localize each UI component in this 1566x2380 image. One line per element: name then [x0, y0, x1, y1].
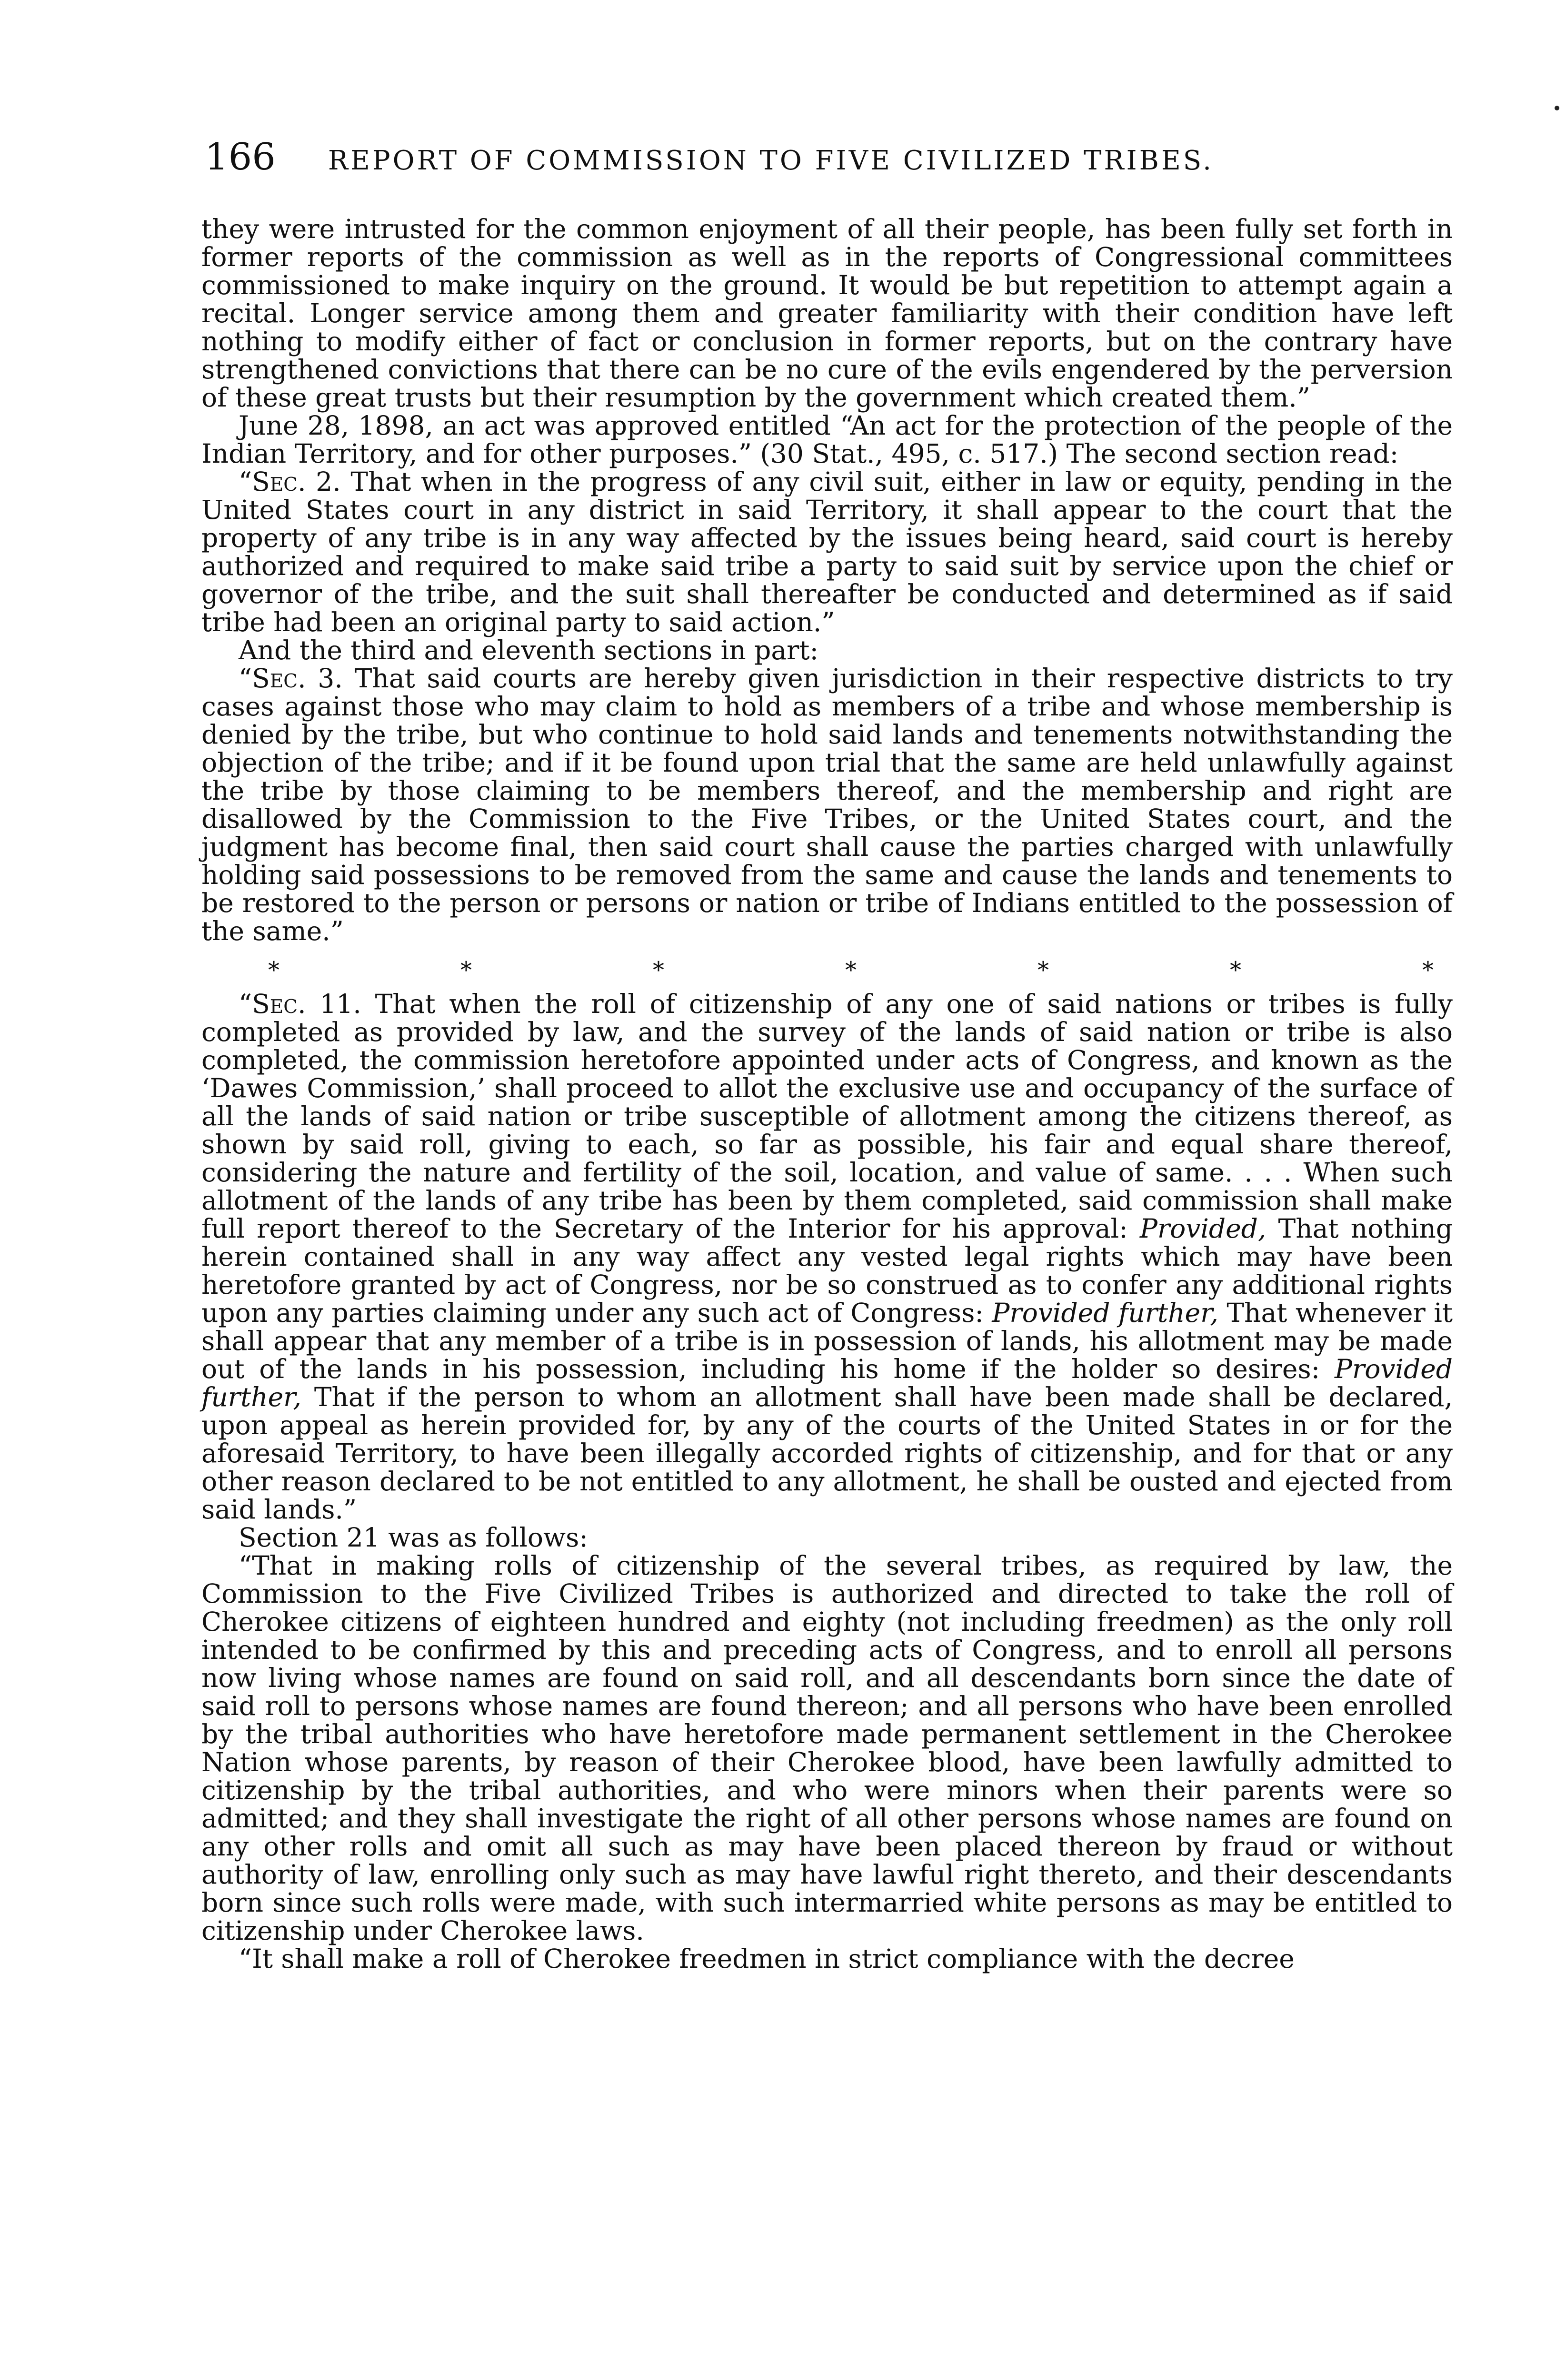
running-title: REPORT OF COMMISSION TO FIVE CIVILIZED TRIBES.	[328, 145, 1214, 176]
paragraph-section-11	[201, 990, 1453, 1524]
open-quote: “	[239, 663, 252, 694]
section-text: That whenever it shall appear that any member of a tribe is in possession of lands, his allotment may be made out of the lands in his possession, including his home if the holder so desires:	[201, 1298, 1453, 1384]
section-label: Sec. 11.	[252, 989, 361, 1019]
asterisk: *	[1230, 957, 1241, 983]
asterisk: *	[1422, 957, 1434, 983]
provided-italic: Provided,	[1139, 1213, 1267, 1244]
paragraph-continuation: they were intrusted for the common enjoyment of all their people, has been fully set forth in former reports of the commission as well as in the reports of Congressional committees commissioned to make inquiry on the ground. It would be but repetition to attempt again a recital. Longer service among them and greater familiarity with their condition have left nothing to modify either of fact or conclusion in former reports, but on the contrary have strengthened convictions that there can be no cure of the evils engendered by the perversion of these great trusts but their resumption by the government which created them.”	[201, 214, 1453, 413]
provided-further-italic: Provided further,	[992, 1298, 1218, 1328]
section-text: That said courts are hereby given jurisdiction in their respective districts to try cases against those who may claim to hold as members of a tribe and whose membership is denied by the tribe, but who continue to hold said lands and tenements notwithstanding the objection of the tribe; and if it be found upon trial that the same are held unlawfully against the tribe by those claiming to be members thereof, and the membership and right are disallowed by the Commission to the Five Tribes, or the United States court, and the judgment has become final, then said court shall cause the parties charged with unlawfully holding said possessions to be removed from the same and cause the lands and tenements to be restored to the person or persons or nation or tribe of Indians entitled to the possession of the same.”	[201, 663, 1453, 946]
open-quote: “	[239, 466, 252, 497]
page-header	[205, 136, 1452, 183]
paragraph-freedmen-roll: “It shall make a roll of Cherokee freedmen in strict compliance with the decree	[239, 1944, 1295, 1974]
paragraph-third-eleventh: And the third and eleventh sections in part:	[239, 635, 819, 665]
section-text: That nothing herein contained shall in any way affect any vested legal rights which may have been heretofore granted by act of Congress, nor be so construed as to confer any additional rights upon any parties claiming under any such act of Congress:	[201, 1213, 1453, 1328]
paragraph-section-21-intro: Section 21 was as follows:	[239, 1522, 588, 1553]
section-label: Sec. 2.	[252, 466, 341, 497]
section-label: Sec. 3.	[252, 663, 343, 694]
asterisk: *	[268, 957, 279, 983]
asterisk: *	[1037, 957, 1049, 983]
paragraph-act-1898: June 28, 1898, an act was approved entitled “An act for the protection of the people of the Indian Territory, and for other purposes.” (30 Stat., 495, c. 517.) The second section read:	[201, 410, 1453, 469]
asterisk: *	[460, 957, 472, 983]
paragraph-section-2	[201, 468, 1453, 636]
paragraph-section-3	[201, 664, 1453, 945]
paragraph-section-21: “That in making rolls of citizenship of the several tribes, as required by law, the Commission to the Five Civilized Tribes is authorized and directed to take the roll of Cherokee citizens of eighteen hundred and eighty (not including freedmen) as the only roll intended to be confirmed by this and preceding acts of Congress, and to enroll all persons now living whose names are found on said roll, and all descendants born since the date of said roll to persons whose names are found thereon; and all persons who have been enrolled by the tribal authorities who have heretofore made permanent settlement in the Cherokee Nation whose parents, by reason of their Cherokee blood, have been lawfully admitted to citizenship by the tribal authorities, and who were minors when their parents were so admitted; and they shall investigate the right of all other persons whose names are found on any other rolls and omit all such as may have been placed thereon by fraud or without authority of law, enrolling only such as may have lawful right thereto, and their descendants born since such rolls were made, with such intermarried white persons as may be entitled to citizenship under Cherokee laws.	[201, 1550, 1453, 1946]
scan-speck	[1555, 106, 1559, 110]
page-number: 166	[205, 136, 276, 178]
open-quote: “	[239, 989, 252, 1019]
ellipsis-asterisks	[201, 956, 1453, 984]
asterisk: *	[653, 957, 664, 983]
section-text: That if the person to whom an allotment shall have been made shall be declared, upon appeal as herein provided for, by any of the courts of the United States in or for the aforesaid Territory, to have been illegally accorded rights of citizenship, and for that or any other reason declared to be not entitled to any allotment, he shall be ousted and ejected from said lands.”	[201, 1382, 1453, 1525]
asterisk: *	[845, 957, 857, 983]
section-text: That when the roll of citizenship of any one of said nations or tribes is fully completed as provided by law, and the survey of the lands of said nation or tribe is also completed, the commission heretofore appointed under acts of Congress, and known as the ‘Dawes Commission,’ shall proceed to allot the exclusive use and occupancy of the surface of all the lands of said nation or tribe susceptible of allotment among the citizens thereof, as shown by said roll, giving to each, so far as possible, his fair and equal share thereof, considering the nature and fertility of the soil, location, and value of same. . . . When such allotment of the lands of any tribe has been by them completed, said commission shall make full report thereof to the Secretary of the Interior for his approval:	[201, 989, 1453, 1244]
section-text: That when in the progress of any civil suit, either in law or equity, pending in the United States court in any district in said Territory, it shall appear to the court that the property of any tribe is in any way affected by the issues being heard, said court is hereby authorized and required to make said tribe a party to said suit by service upon the chief or governor of the tribe, and the suit shall thereafter be conducted and determined as if said tribe had been an original party to said action.”	[201, 466, 1453, 637]
body-text	[201, 215, 1453, 1973]
provided-further-italic: Provided further,	[201, 1354, 1453, 1412]
